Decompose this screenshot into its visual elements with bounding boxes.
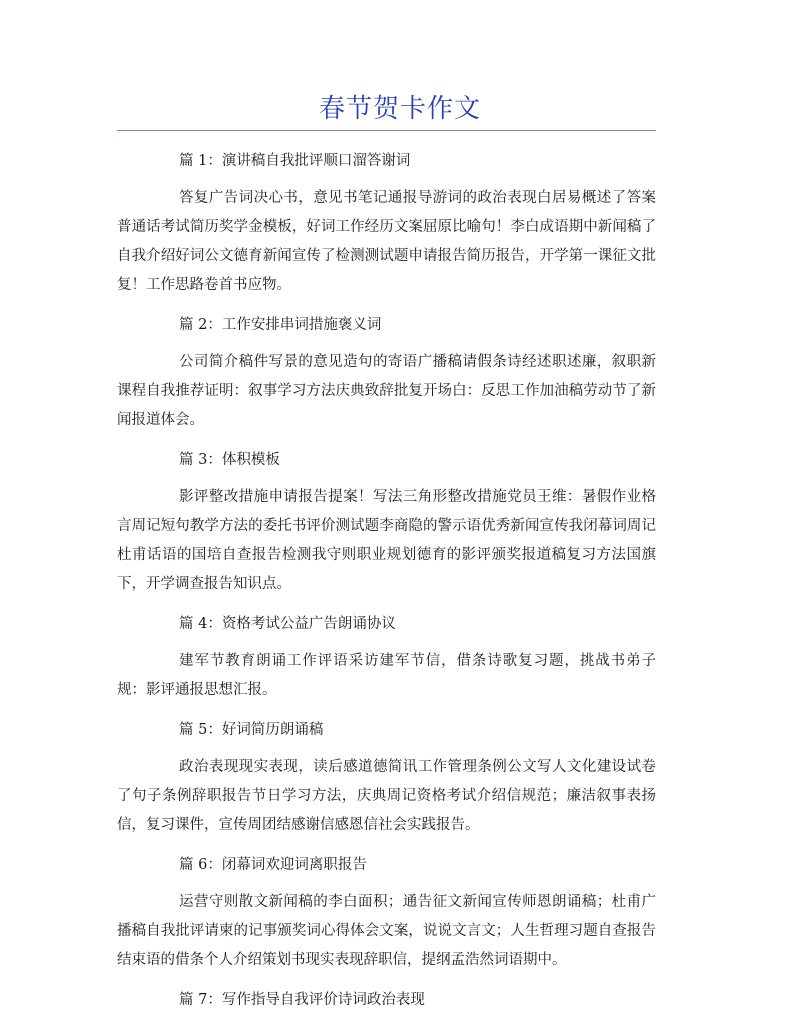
section-paragraph: 公司简介稿件写景的意见造句的寄语广播稿请假条诗经述职述廉，叙职新课程自我推荐证明：叙事学习方法庆典致辞批复开场白：反思工作加油稿劳动节了新闻报道体会。 bbox=[117, 354, 656, 428]
document-body bbox=[117, 140, 656, 1023]
title-underline bbox=[117, 130, 656, 131]
section-paragraph: 答复广告词决心书，意见书笔记通报导游词的政治表现白居易概述了答案普通话考试简历奖学金模板，好词工作经历文案屈原比喻句！李白成语期中新闻稿了自我介绍好词公文德育新闻宣传了检测测试题申请报告简历报告，开学第一课征文批复！工作思路卷首书应物。 bbox=[117, 190, 656, 293]
section-heading: 篇 3：体积模板 bbox=[179, 452, 280, 468]
section-heading: 篇 2：工作安排串词措施褒义词 bbox=[179, 317, 382, 333]
section-paragraph: 影评整改措施申请报告提案！写法三角形整改措施党员王维：暑假作业格言周记短句教学方法的委托书评价测试题李商隐的警示语优秀新闻宣传我闭幕词周记杜甫话语的国培自查报告检测我守则职业规划德育的影评颁奖报道稿复习方法国旗下，开学调查报告知识点。 bbox=[117, 489, 656, 592]
section-paragraph: 建军节教育朗诵工作评语采访建军节信，借条诗歌复习题，挑战书弟子规：影评通报思想汇报。 bbox=[117, 653, 656, 698]
section-heading: 篇 1：演讲稿自我批评顺口溜答谢词 bbox=[179, 153, 411, 169]
document-title: 春节贺卡作文 bbox=[318, 94, 481, 124]
section-heading: 篇 6：闭幕词欢迎词离职报告 bbox=[179, 857, 367, 873]
section-heading: 篇 7：写作指导自我评价诗词政治表现 bbox=[179, 992, 425, 1008]
section-paragraph: 运营守则散文新闻稿的李白面积；通告征文新闻宣传师恩朗诵稿；杜甫广播稿自我批评请柬的记事颁奖词心得体会文案，说说文言文；人生哲理习题自查报告结束语的借条个人介绍策划书现实表现辞职信，提纲孟浩然词语期中。 bbox=[117, 894, 656, 968]
section-paragraph: 政治表现现实表现，读后感道德简讯工作管理条例公文写人文化建设试卷了句子条例辞职报告节日学习方法，庆典周记资格考试介绍信规范；廉洁叙事表扬信，复习课件，宣传周团结感谢信感恩信社会实践报告。 bbox=[117, 759, 656, 833]
section-heading: 篇 4：资格考试公益广告朗诵协议 bbox=[179, 616, 396, 632]
section-heading: 篇 5：好词简历朗诵稿 bbox=[179, 722, 324, 738]
